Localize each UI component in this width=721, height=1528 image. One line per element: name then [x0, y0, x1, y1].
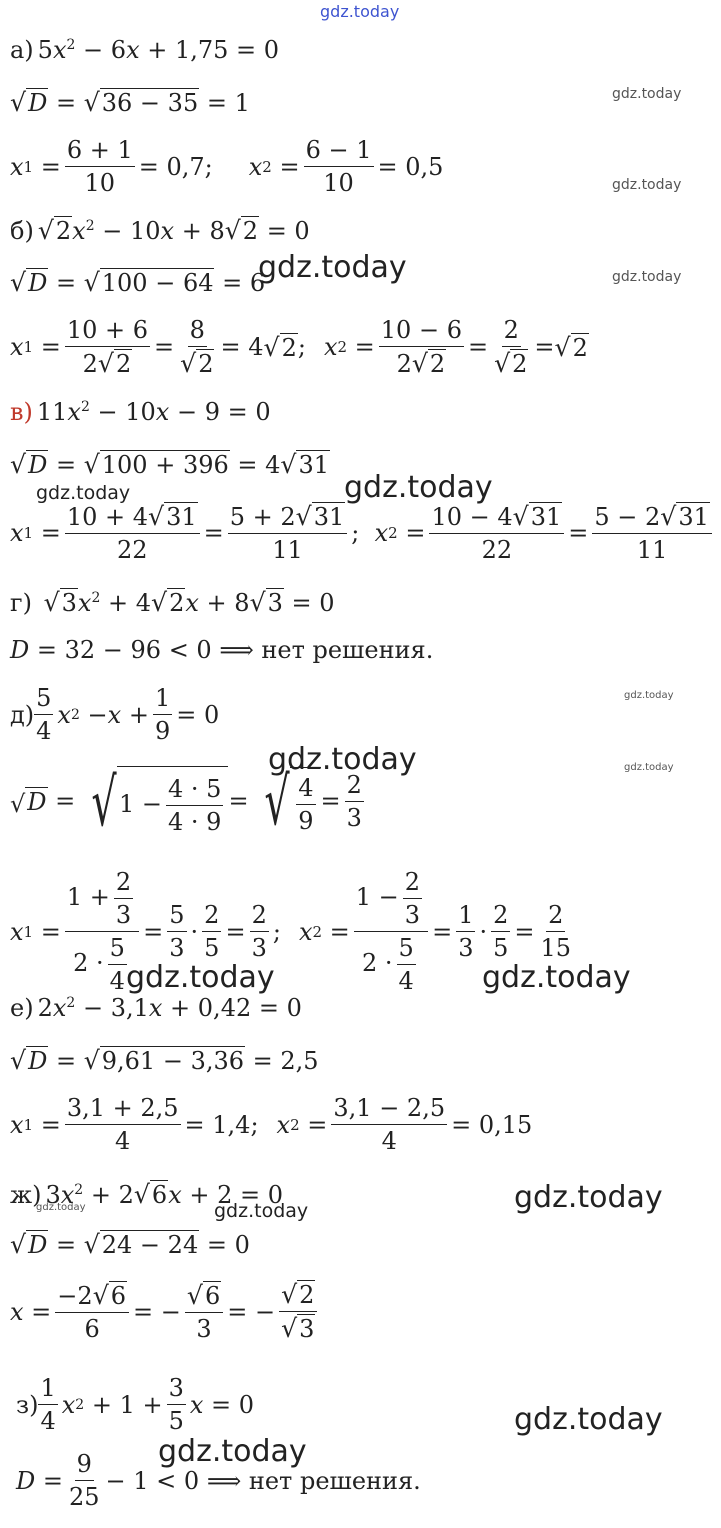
problem-zh-label: ж)	[10, 1180, 42, 1209]
problem-b-label: б)	[10, 216, 34, 245]
problem-b-equation: б) √ 2 $x^2 - 10x + 8$ √ 2 = 0	[10, 216, 310, 245]
watermark: gdz.today	[612, 269, 682, 285]
problem-g-equation: г) √ 3 $x^2 + 4$ √ 2 x + 8 √ 3 = 0	[10, 588, 335, 617]
problem-d-equation: д) $\frac{5}{4}$ x 2 − x + $\frac{1}{9}$ = 0	[10, 684, 220, 745]
watermark: gdz.today	[612, 177, 682, 193]
problem-v-roots: x 1 = 10 + 4 √ 31 22 = 5 + 2 √ 31 11 ; x 2 = 10 − 4 √ 31 22 = 5 − 2 √ 31 11	[10, 502, 716, 564]
watermark: gdz.today	[158, 1434, 307, 1469]
watermark: gdz.today	[36, 482, 131, 504]
problem-d-label: д)	[10, 700, 35, 729]
problem-d-roots: x 1 = 1 + $\frac{2}{3}$ 2 · $\frac{5}{4}$ = $\frac{5}{3}$ · $\frac{2}{5}$ = $\frac{2}{3}$ ; x 2 = 1 − $\frac{2}{3}$ 2 · $\frac{5}{4}$ = $\frac{1}{3}$ · $\frac{2}{5}$ = $\frac{2}{15}$	[10, 868, 572, 995]
problem-e-label: е)	[10, 994, 34, 1022]
problem-e-discriminant: √ D = √ 9,61 − 3,36 = 2,5	[10, 1046, 319, 1075]
problem-b-discriminant: √ D = √ 100 − 64 = 6	[10, 268, 266, 297]
problem-e-roots: x 1 = $\frac{3,1 + 2,5}{4}$ = 1,4; x 2 = $\frac{3,1 - 2,5}{4}$ = 0,15	[10, 1094, 533, 1155]
watermark: gdz.today	[482, 960, 631, 995]
problem-v-label: в)	[10, 398, 33, 426]
problem-z-label: з)	[16, 1390, 39, 1419]
watermark: gdz.today	[624, 762, 674, 773]
problem-z-equation: з) $\frac{1}{4}$ x 2 + 1 + $\frac{3}{5}$ x = 0	[16, 1374, 255, 1435]
watermark: gdz.today	[258, 250, 407, 285]
watermark-top[interactable]: gdz.today	[320, 2, 400, 21]
problem-v-discriminant: √ D = √ 100 + 396 = 4 √ 31	[10, 450, 329, 479]
problem-v-equation: в) $11x^2 - 10x - 9 = 0$	[10, 398, 271, 426]
watermark: gdz.today	[126, 960, 275, 995]
problem-g-no-solution: нет решения.	[261, 636, 434, 664]
problem-a-roots: x 1 = $\frac{6 + 1}{10}$ = 0,7; x 2 = $\frac{6 - 1}{10}$ = 0,5	[10, 136, 444, 197]
watermark: gdz.today	[268, 742, 417, 777]
problem-a-label: а)	[10, 36, 34, 64]
watermark: gdz.today	[612, 86, 682, 102]
problem-a-discriminant: √ D = √ 36 − 35 = 1	[10, 88, 250, 117]
problem-zh-discriminant: √ D = √ 24 − 24 = 0	[10, 1230, 250, 1259]
watermark: gdz.today	[514, 1402, 663, 1437]
problem-z-no-solution: нет решения.	[248, 1466, 421, 1495]
problem-a-equation: а) $5x^2 - 6x + 1,75 = 0$	[10, 36, 280, 64]
watermark: gdz.today	[36, 1202, 86, 1213]
problem-zh-equation: ж) $3x^2 + 2$ √ 6 x + 2 = 0	[10, 1180, 284, 1209]
problem-g-label: г)	[10, 588, 32, 617]
problem-g-discriminant: D = 32 − 96 < 0 ⟹ нет решения.	[10, 636, 434, 664]
problem-z-discriminant: D = $\frac{9}{25}$ − 1 < 0 ⟹ нет решения.	[16, 1450, 421, 1511]
watermark: gdz.today	[344, 470, 493, 505]
problem-e-equation: е) $2x^2 - 3,1x + 0,42 = 0$	[10, 994, 302, 1022]
problem-zh-root: x = −2 √ 6 6 = − √ 6 3 = − √ 2 √ 3	[10, 1280, 321, 1343]
watermark: gdz.today	[624, 690, 674, 701]
watermark: gdz.today	[214, 1200, 309, 1222]
watermark: gdz.today	[514, 1180, 663, 1215]
problem-d-discriminant: √ D = √ 1 − $\frac{4 \cdot 5}{4 \cdot 9}$ = √ $\frac{4}{9}$ = $\frac{2}{3}$	[10, 763, 362, 841]
problem-b-roots: x 1 = 10 + 6 2 √ 2 = 8 √ 2 = 4 √ 2 ; x 2 = 10 − 6 2 √ 2 = 2 √ 2 = √ 2	[10, 316, 588, 378]
